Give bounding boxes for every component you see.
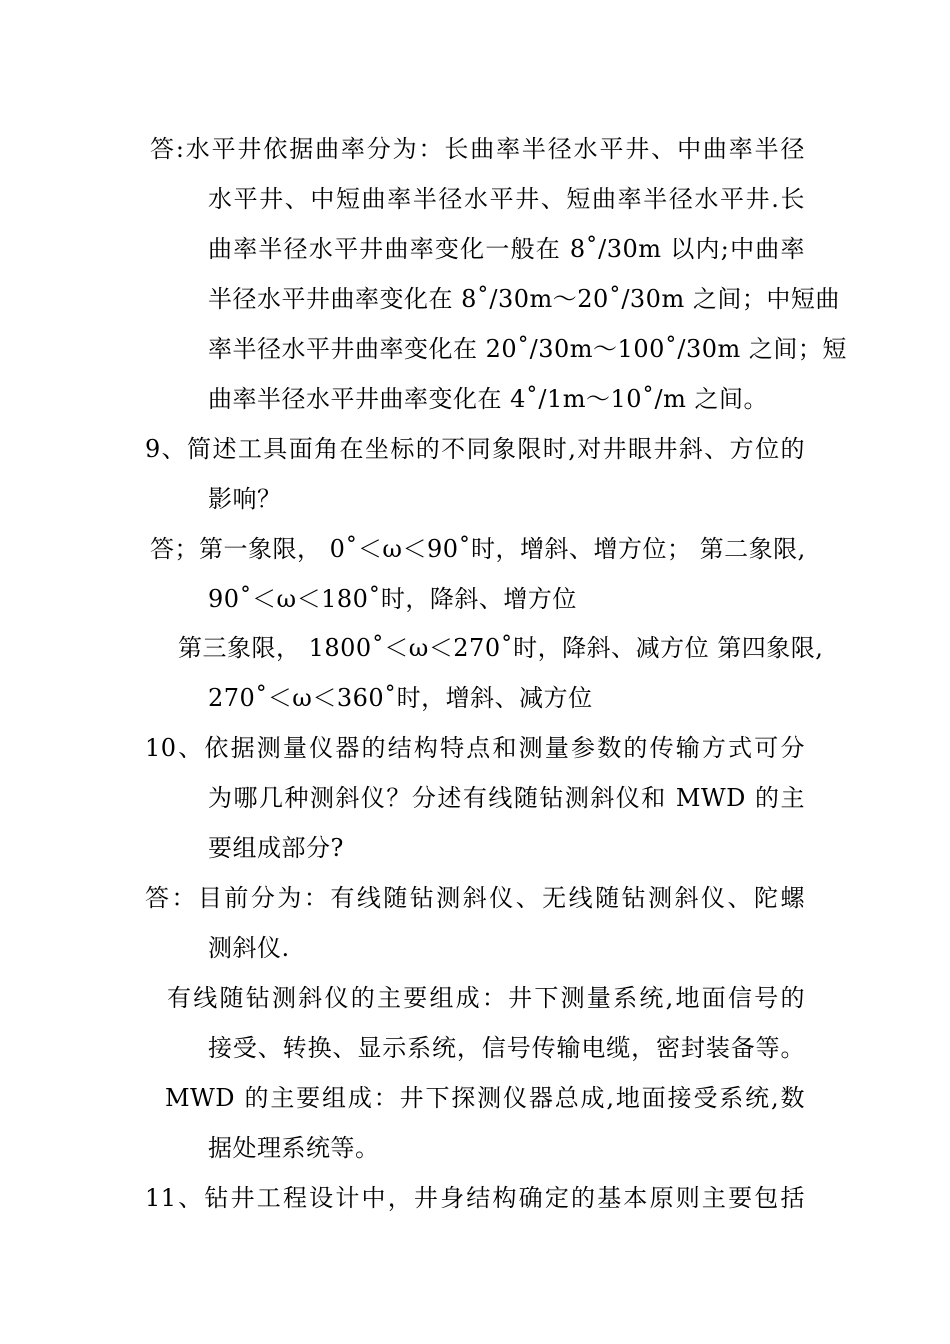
question-line: 为哪几种测斜仪？分述有线随钻测斜仪和 MWD 的主 (208, 784, 805, 812)
question-line: 11、钻井工程设计中，井身结构确定的基本原则主要包括 (145, 1184, 805, 1212)
text-line: 答:水平井依据曲率分为：长曲率半径水平井、中曲率半径 (150, 135, 805, 163)
question-line: 9、简述工具面角在坐标的不同象限时,对井眼井斜、方位的 (145, 435, 805, 463)
text-line: 答：目前分为：有线随钻测斜仪、无线随钻测斜仪、陀螺 (145, 884, 805, 912)
question-line: 要组成部分? (208, 834, 344, 862)
text-line: 90˚＜ω＜180˚时，降斜、增方位 (208, 585, 577, 613)
text-line: 有线随钻测斜仪的主要组成：井下测量系统,地面信号的 (167, 984, 805, 1012)
text-line: 半径水平井曲率变化在 8˚/30m～20˚/30m 之间；中短曲 (208, 285, 840, 313)
text-line: 据处理系统等。 (208, 1134, 380, 1162)
text-line: 曲率半径水平井曲率变化在 4˚/1m～10˚/m 之间。 (208, 385, 769, 413)
text-line: 接受、转换、显示系统，信号传输电缆，密封装备等。 (208, 1034, 805, 1062)
text-line: 曲率半径水平井曲率变化一般在 8˚/30m 以内;中曲率 (208, 235, 805, 263)
text-line: 答；第一象限， 0˚＜ω＜90˚时，增斜、增方位； 第二象限, (150, 535, 806, 563)
text-line: 270˚＜ω＜360˚时，增斜、减方位 (208, 684, 593, 712)
text-line: 率半径水平井曲率变化在 20˚/30m～100˚/30m 之间；短 (208, 335, 847, 363)
text-line: 第三象限， 1800˚＜ω＜270˚时，降斜、减方位 第四象限, (178, 634, 824, 662)
question-line: 10、依据测量仪器的结构特点和测量参数的传输方式可分 (145, 734, 805, 762)
text-line: 水平井、中短曲率半径水平井、短曲率半径水平井.长 (208, 185, 805, 213)
text-line: MWD 的主要组成：井下探测仪器总成,地面接受系统,数 (165, 1084, 805, 1112)
question-line: 影响？ (208, 485, 282, 513)
text-line: 测斜仪. (208, 934, 290, 962)
